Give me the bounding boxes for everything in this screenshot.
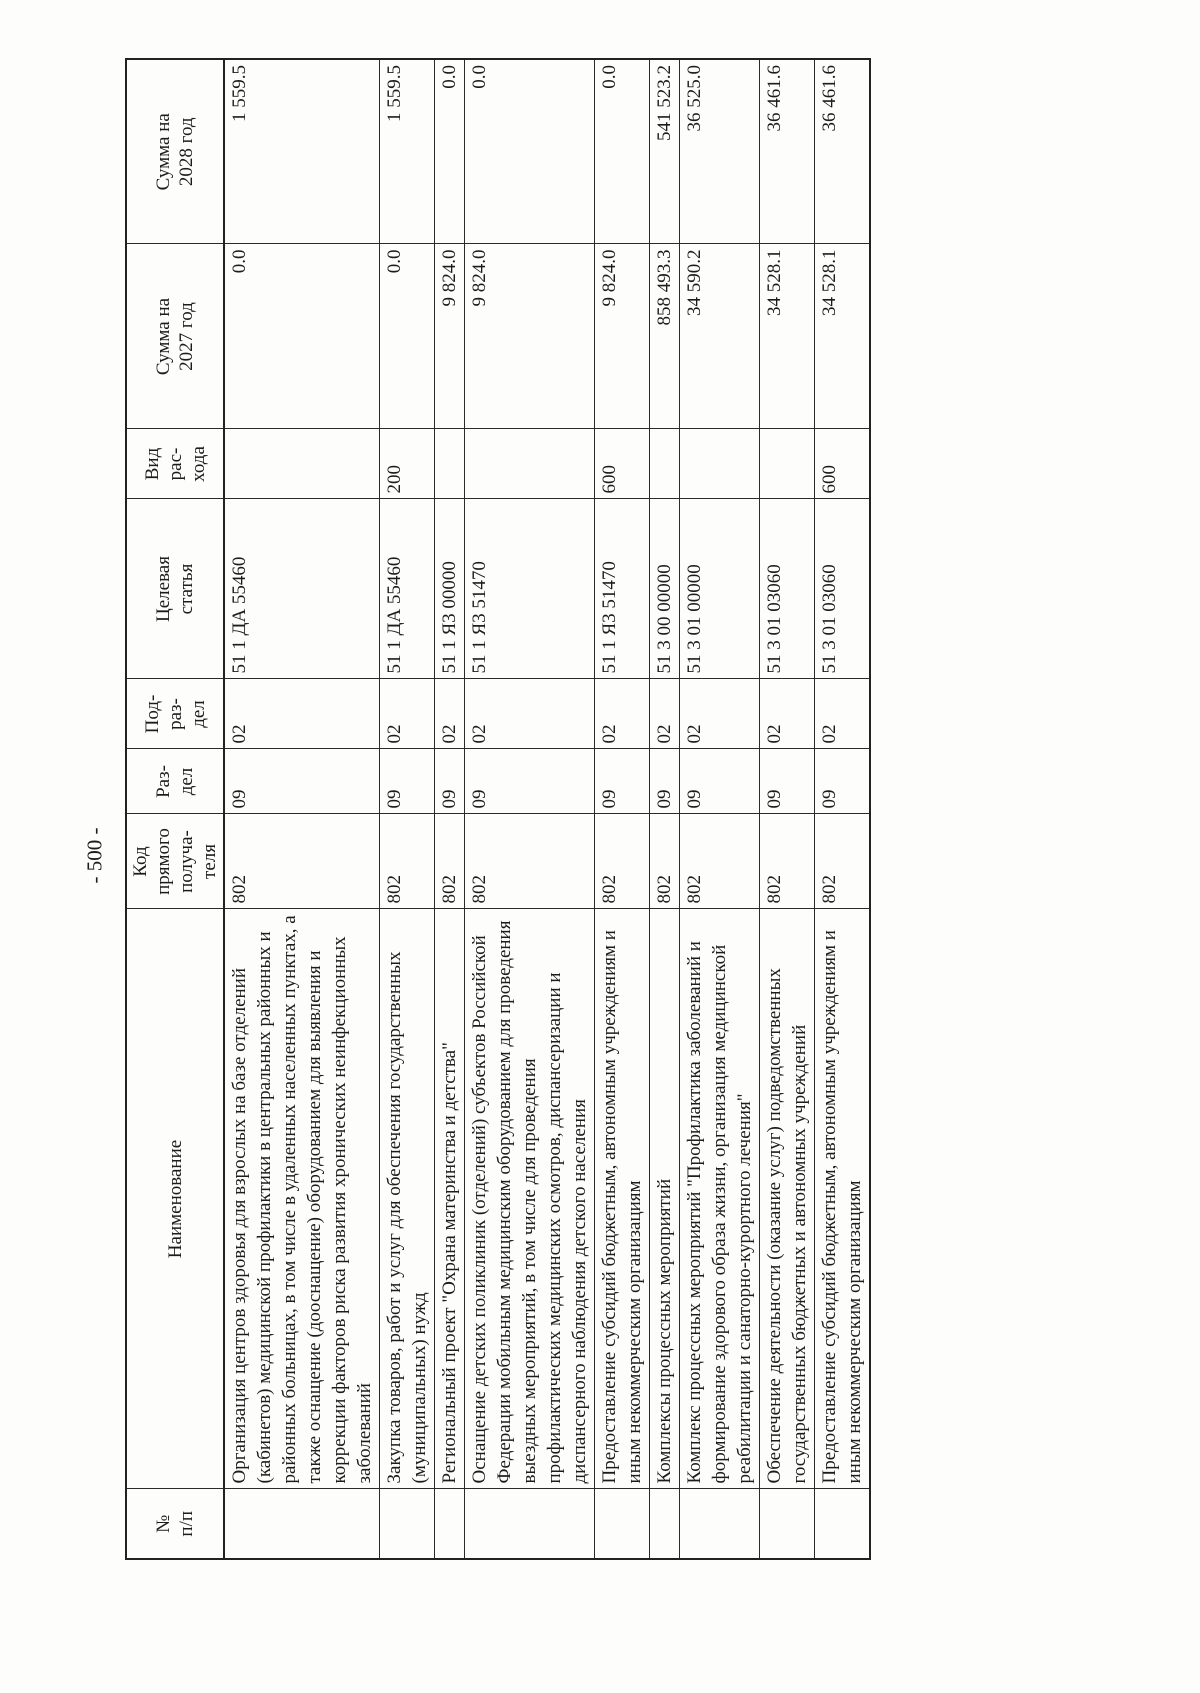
rotated-table-container (125, 60, 1065, 1560)
cell-expense-type (435, 429, 465, 499)
cell-sum-2027: 9 824.0 (435, 244, 465, 429)
table-row (224, 59, 380, 1559)
cell-subsection: 02 (224, 679, 380, 749)
table-row (435, 59, 465, 1559)
cell-expense-type: 600 (815, 429, 871, 499)
cell-subsection: 02 (650, 679, 680, 749)
cell-sum-2027: 9 824.0 (595, 244, 650, 429)
cell-expense-type: 600 (595, 429, 650, 499)
cell-sum-2027: 858 493.3 (650, 244, 680, 429)
cell-target-article: 51 3 00 00000 (650, 499, 680, 679)
col-header-subsection: Под- раз- дел (126, 679, 224, 749)
col-header-target-article: Целевая статья (126, 499, 224, 679)
cell-target-article: 51 1 ДА 55460 (224, 499, 380, 679)
cell-number (760, 1489, 815, 1559)
table-row (815, 59, 871, 1559)
table-row (760, 59, 815, 1559)
cell-section: 09 (680, 749, 760, 814)
table-row (595, 59, 650, 1559)
cell-target-article: 51 3 01 03060 (760, 499, 815, 679)
cell-name: Закупка товаров, работ и услуг для обеспечения государственных (муниципальных) нужд (380, 909, 435, 1489)
cell-section: 09 (465, 749, 595, 814)
cell-recipient-code: 802 (650, 814, 680, 909)
cell-sum-2028: 0.0 (465, 59, 595, 244)
table-body (224, 59, 870, 1559)
cell-name: Обеспечение деятельности (оказание услуг) подведомственных государственных бюджетных и автономных учреждений (760, 909, 815, 1489)
cell-number (815, 1489, 871, 1559)
col-header-recipient-code: Код прямого получа- теля (126, 814, 224, 909)
cell-recipient-code: 802 (815, 814, 871, 909)
col-header-sum-2027: Сумма на 2027 год (126, 244, 224, 429)
cell-recipient-code: 802 (760, 814, 815, 909)
table-row (380, 59, 435, 1559)
cell-number (650, 1489, 680, 1559)
cell-expense-type (760, 429, 815, 499)
cell-section: 09 (380, 749, 435, 814)
cell-number (465, 1489, 595, 1559)
table-row (680, 59, 760, 1559)
cell-section: 09 (224, 749, 380, 814)
col-header-expense-type: Вид рас- хода (126, 429, 224, 499)
cell-section: 09 (815, 749, 871, 814)
cell-sum-2027: 0.0 (224, 244, 380, 429)
cell-section: 09 (650, 749, 680, 814)
cell-sum-2028: 1 559.5 (224, 59, 380, 244)
cell-target-article: 51 1 ДА 55460 (380, 499, 435, 679)
cell-number (380, 1489, 435, 1559)
cell-expense-type (680, 429, 760, 499)
cell-target-article: 51 1 Я3 00000 (435, 499, 465, 679)
cell-name: Региональный проект "Охрана материнства и детства" (435, 909, 465, 1489)
cell-subsection: 02 (815, 679, 871, 749)
col-header-sum-2028: Сумма на 2028 год (126, 59, 224, 244)
cell-target-article: 51 1 Я3 51470 (465, 499, 595, 679)
cell-subsection: 02 (380, 679, 435, 749)
cell-recipient-code: 802 (680, 814, 760, 909)
col-header-section: Раз- дел (126, 749, 224, 814)
cell-sum-2027: 34 528.1 (815, 244, 871, 429)
cell-name: Оснащение детских поликлиник (отделений) субъектов Российской Федерации мобильным медицинским оборудованием для проведения выездных мероприятий, в том числе для проведения профилактических медицинских осмотров, диспансеризации и диспансерного наблюдения детского населения (465, 909, 595, 1489)
cell-recipient-code: 802 (435, 814, 465, 909)
page-number: - 500 - (82, 827, 107, 884)
budget-table (125, 58, 871, 1560)
cell-subsection: 02 (465, 679, 595, 749)
cell-sum-2028: 36 525.0 (680, 59, 760, 244)
cell-section: 09 (595, 749, 650, 814)
cell-section: 09 (760, 749, 815, 814)
cell-subsection: 02 (680, 679, 760, 749)
cell-sum-2028: 0.0 (595, 59, 650, 244)
table-row (650, 59, 680, 1559)
cell-number (680, 1489, 760, 1559)
cell-target-article: 51 3 01 00000 (680, 499, 760, 679)
cell-target-article: 51 1 Я3 51470 (595, 499, 650, 679)
cell-expense-type (224, 429, 380, 499)
cell-name: Организация центров здоровья для взрослых на базе отделений (кабинетов) медицинской профилактики в центральных районных и районных больницах, в том числе в удаленных населенных пунктах, а также оснащение (дооснащение) оборудованием для выявления и коррекции факторов риска развития хронических неинфекционных заболеваний (224, 909, 380, 1489)
cell-sum-2027: 34 590.2 (680, 244, 760, 429)
cell-expense-type (465, 429, 595, 499)
cell-number (435, 1489, 465, 1559)
cell-target-article: 51 3 01 03060 (815, 499, 871, 679)
col-header-number: № п/п (126, 1489, 224, 1559)
cell-sum-2027: 9 824.0 (465, 244, 595, 429)
cell-subsection: 02 (435, 679, 465, 749)
cell-sum-2028: 1 559.5 (380, 59, 435, 244)
cell-recipient-code: 802 (465, 814, 595, 909)
cell-name: Предоставление субсидий бюджетным, автономным учреждениям и иным некоммерческим организациям (595, 909, 650, 1489)
cell-number (224, 1489, 380, 1559)
cell-recipient-code: 802 (380, 814, 435, 909)
cell-sum-2028: 0.0 (435, 59, 465, 244)
cell-sum-2027: 34 528.1 (760, 244, 815, 429)
cell-section: 09 (435, 749, 465, 814)
cell-name: Комплексы процессных мероприятий (650, 909, 680, 1489)
cell-name: Комплекс процессных мероприятий "Профилактика заболеваний и формирование здорового образа жизни, организация медицинской реабилитации и санаторно-курортного лечения" (680, 909, 760, 1489)
cell-subsection: 02 (595, 679, 650, 749)
cell-sum-2028: 36 461.6 (760, 59, 815, 244)
table-row (465, 59, 595, 1559)
col-header-name: Наименование (126, 909, 224, 1489)
cell-expense-type (650, 429, 680, 499)
table-header-row (126, 59, 224, 1559)
cell-name: Предоставление субсидий бюджетным, автономным учреждениям и иным некоммерческим организациям (815, 909, 871, 1489)
cell-number (595, 1489, 650, 1559)
cell-expense-type: 200 (380, 429, 435, 499)
cell-sum-2028: 541 523.2 (650, 59, 680, 244)
cell-sum-2027: 0.0 (380, 244, 435, 429)
cell-sum-2028: 36 461.6 (815, 59, 871, 244)
cell-recipient-code: 802 (595, 814, 650, 909)
cell-recipient-code: 802 (224, 814, 380, 909)
cell-subsection: 02 (760, 679, 815, 749)
